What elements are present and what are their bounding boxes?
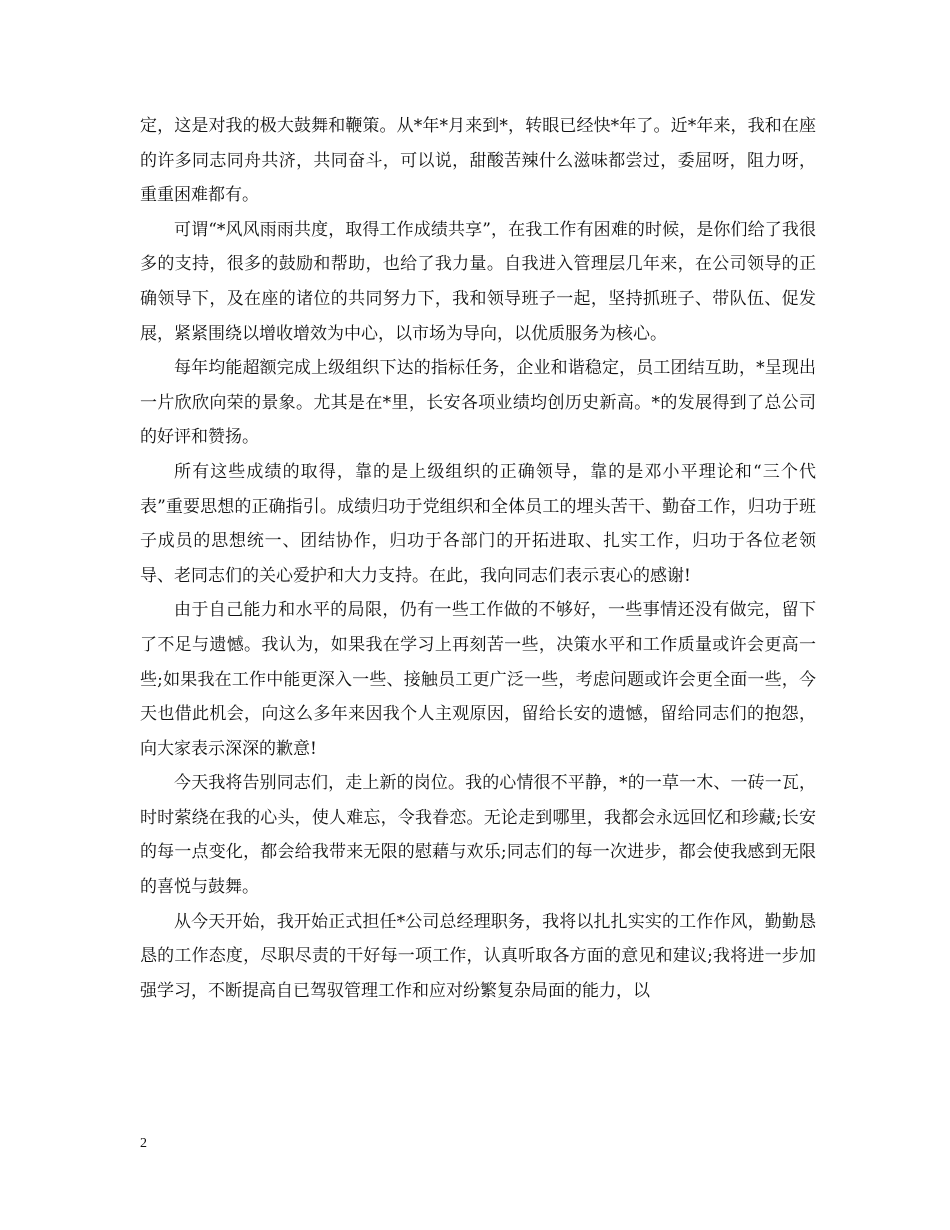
page-number: 2 <box>140 1136 147 1151</box>
paragraph-continuation: 定，这是对我的极大鼓舞和鞭策。从*年*月来到*，转眼已经快*年了。近*年来，我和在座的许多同志同舟共济，共同奋斗，可以说，甜酸苦辣什么滋味都尝过，委屈呀，阻力呀，重重困难都有。 <box>140 116 816 206</box>
paragraph: 可谓“*风风雨雨共度，取得工作成绩共享”，在我工作有困难的时候，是你们给了我很多的支持，很多的鼓励和帮助，也给了我力量。自我进入管理层几年来，在公司领导的正确领导下，及在座的诸位的共同努力下，我和领导班子一起，坚持抓班子、带队伍、促发展，紧紧围绕以增收增效为中心，以市场为导向，以优质服务为核心。 <box>140 219 816 344</box>
paragraph: 今天我将告别同志们，走上新的岗位。我的心情很不平静，*的一草一木、一砖一瓦，时时萦绕在我的心头，使人难忘，令我眷恋。无论走到哪里，我都会永远回忆和珍藏;长安的每一点变化，都会给我带来无限的慰藉与欢乐;同志们的每一次进步，都会使我感到无限的喜悦与鼓舞。 <box>140 773 816 898</box>
body-text <box>140 109 816 1008</box>
paragraph: 从今天开始，我开始正式担任*公司总经理职务，我将以扎扎实实的工作作风，勤勤恳恳的工作态度，尽职尽责的干好每一项工作，认真听取各方面的意见和建议;我将进一步加强学习，不断提高自已驾驭管理工作和应对纷繁复杂局面的能力，以 <box>140 911 816 1001</box>
paragraph: 所有这些成绩的取得，靠的是上级组织的正确领导，靠的是邓小平理论和“三个代表”重要思想的正确指引。成绩归功于党组织和全体员工的埋头苦干、勤奋工作，归功于班子成员的思想统一、团结协作，归功于各部门的开拓进取、扎实工作，归功于各位老领导、老同志们的关心爱护和大力支持。在此，我向同志们表示衷心的感谢! <box>140 461 816 586</box>
paragraph: 由于自己能力和水平的局限，仍有一些工作做的不够好，一些事情还没有做完，留下了不足与遗憾。我认为，如果我在学习上再刻苦一些，决策水平和工作质量或许会更高一些;如果我在工作中能更深入一些、接触员工更广泛一些，考虑问题或许会更全面一些，今天也借此机会，向这么多年来因我个人主观原因，留给长安的遗憾，留给同志们的抱怨，向大家表示深深的歉意! <box>140 600 816 759</box>
paragraph: 每年均能超额完成上级组织下达的指标任务，企业和谐稳定，员工团结互助，*呈现出一片欣欣向荣的景象。尤其是在*里，长安各项业绩均创历史新高。*的发展得到了总公司的好评和赞扬。 <box>140 358 816 448</box>
